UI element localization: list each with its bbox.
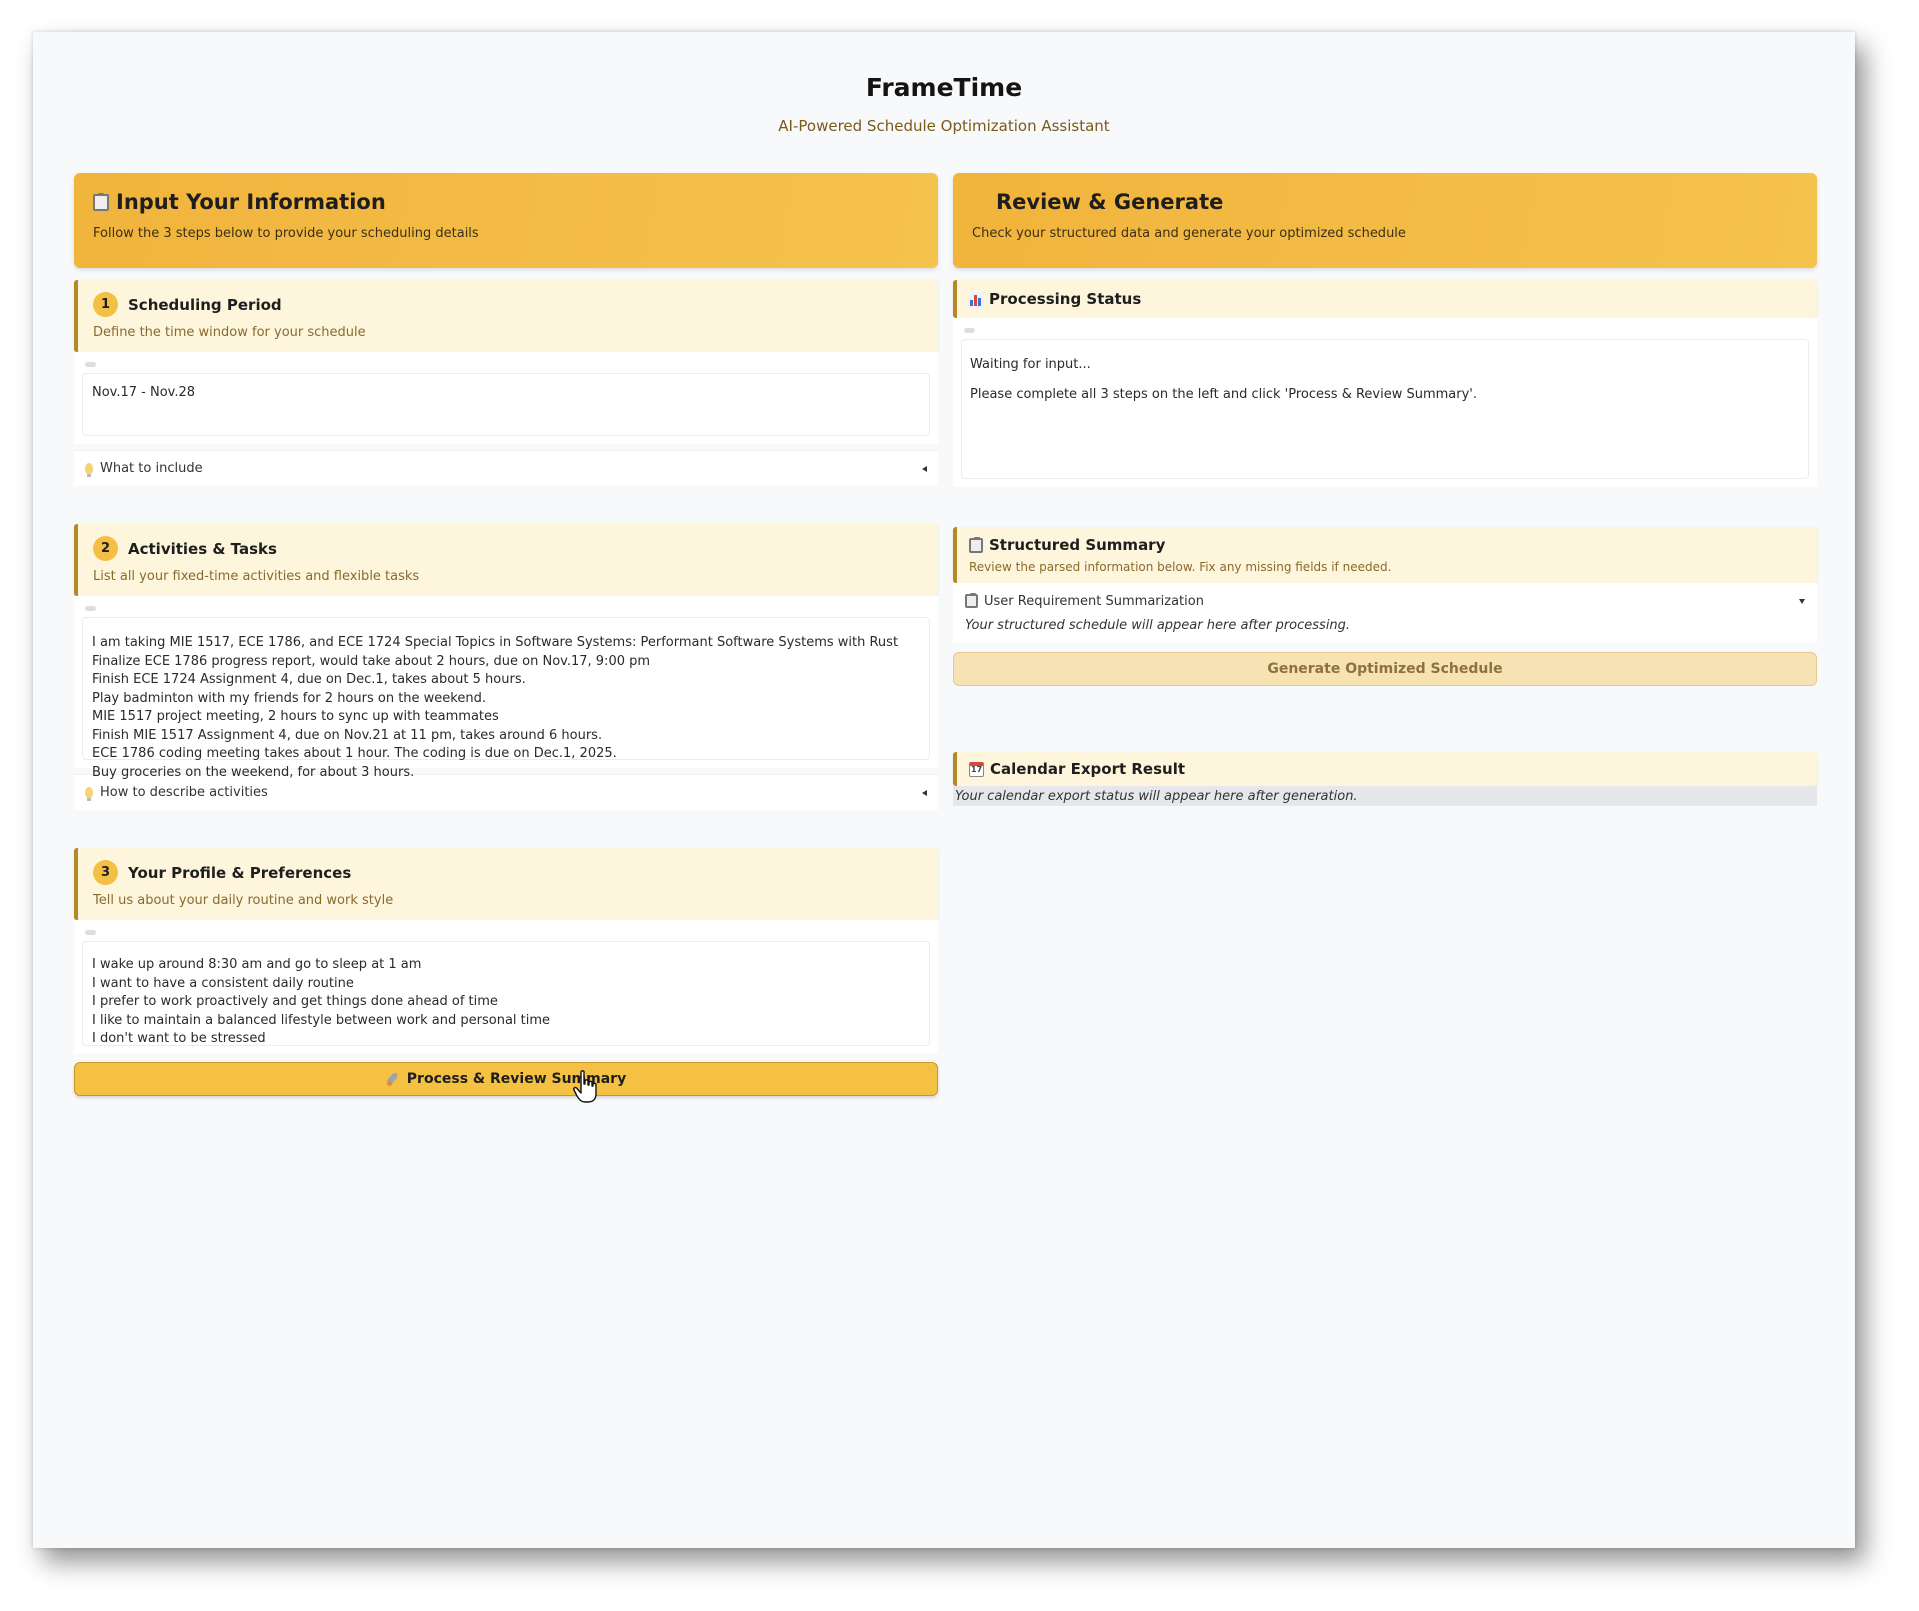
step3-subtitle: Tell us about your daily routine and work style [93, 893, 394, 908]
structured-summary-section [953, 527, 1817, 643]
bar-chart-icon [969, 292, 984, 307]
process-review-button[interactable] [74, 1062, 938, 1096]
review-header [953, 173, 1817, 268]
generate-schedule-label: Generate Optimized Schedule [1267, 661, 1503, 677]
step3-title: Your Profile & Preferences [128, 863, 352, 882]
input-header [74, 173, 938, 268]
step3-number-badge: 3 [93, 860, 118, 885]
review-header-subtitle: Check your structured data and generate your optimized schedule [972, 226, 1406, 241]
step-activities-tasks [74, 524, 938, 810]
activity-line: Play badminton with my friends for 2 hours on the weekend. [92, 690, 486, 706]
preference-line: I want to have a consistent daily routine [92, 975, 354, 991]
caret-left-icon [922, 466, 927, 472]
review-header-title: Review & Generate [996, 190, 1224, 214]
summary-placeholder: Your structured schedule will appear here after processing. [965, 618, 1351, 633]
input-header-subtitle: Follow the 3 steps below to provide your scheduling details [93, 226, 479, 241]
activity-line: I am taking MIE 1517, ECE 1786, and ECE 1724 Special Topics in Software Systems: Performant Software Systems with Rust [92, 635, 899, 650]
summary-accordion[interactable] [965, 589, 1805, 613]
app-subtitle: AI-Powered Schedule Optimization Assistant [778, 117, 1110, 135]
lightbulb-icon [85, 463, 93, 474]
hand-cursor-icon [573, 1070, 599, 1104]
step2-header [74, 524, 938, 596]
drag-handle[interactable] [85, 606, 96, 611]
activity-line: MIE 1517 project meeting, 2 hours to sync up with teammates [92, 709, 499, 724]
input-column [74, 173, 938, 1096]
scheduling-period-input[interactable]: Nov.17 - Nov.28 [82, 373, 930, 436]
processing-status-header [953, 280, 1817, 318]
calendar-export-header [953, 752, 1817, 786]
step1-accordion[interactable] [74, 450, 938, 486]
app-title: FrameTime [865, 73, 1023, 102]
drag-handle[interactable] [85, 930, 96, 935]
lightbulb-icon [85, 787, 93, 798]
app-window [33, 32, 1855, 1548]
preference-line: I wake up around 8:30 am and go to sleep at 1 am [92, 957, 422, 972]
step2-title: Activities & Tasks [128, 539, 277, 558]
review-column [953, 173, 1817, 643]
activities-input[interactable] [82, 617, 930, 780]
step2-subtitle: List all your fixed-time activities and flexible tasks [93, 569, 420, 584]
clipboard-icon [93, 194, 109, 211]
process-review-label: Process & Review Summary [406, 1071, 627, 1087]
activity-line: Finish ECE 1724 Assignment 4, due on Dec.1, takes about 5 hours. [92, 672, 526, 687]
calendar-export-section [953, 752, 1817, 806]
step1-header [74, 280, 938, 352]
caret-left-icon [922, 790, 927, 796]
activity-line: Finish MIE 1517 Assignment 4, due on Nov.21 at 11 pm, takes around 6 hours. [92, 727, 603, 743]
calendar-export-title: Calendar Export Result [990, 760, 1185, 778]
step1-accordion-label: What to include [100, 461, 203, 476]
preference-line: I prefer to work proactively and get things done ahead of time [92, 994, 498, 1009]
activity-line: Buy groceries on the weekend, for about 3 hours. [92, 764, 415, 780]
input-header-title: Input Your Information [116, 190, 386, 214]
calendar-icon [969, 762, 984, 777]
processing-status-output [961, 339, 1809, 479]
activity-line: Finalize ECE 1786 progress report, would take about 2 hours, due on Nov.17, 9:00 pm [92, 653, 651, 669]
step2-number-badge: 2 [93, 536, 118, 561]
preference-line: I don't want to be stressed [92, 1031, 266, 1046]
activity-line: ECE 1786 coding meeting takes about 1 hour. The coding is due on Dec.1, 2025. [92, 746, 617, 761]
drag-handle[interactable] [85, 362, 96, 367]
structured-summary-subtitle: Review the parsed information below. Fix any missing fields if needed. [969, 560, 1392, 574]
structured-summary-header [953, 527, 1817, 583]
step2-accordion-label: How to describe activities [100, 785, 268, 800]
processing-status-section [953, 280, 1817, 487]
preferences-input[interactable] [82, 941, 930, 1046]
status-line: Waiting for input... [970, 357, 1091, 372]
rocket-icon [386, 1072, 401, 1087]
generate-schedule-button[interactable] [953, 652, 1817, 686]
step-scheduling-period [74, 280, 938, 486]
preference-line: I like to maintain a balanced lifestyle between work and personal time [92, 1012, 551, 1028]
clipboard-icon [965, 594, 978, 608]
caret-down-icon [1799, 599, 1805, 604]
status-line: Please complete all 3 steps on the left and click 'Process & Review Summary'. [970, 387, 1478, 402]
step1-title: Scheduling Period [128, 295, 282, 314]
structured-summary-title: Structured Summary [989, 536, 1166, 554]
step3-header [74, 848, 938, 920]
processing-status-title: Processing Status [989, 290, 1142, 308]
drag-handle[interactable] [964, 328, 975, 333]
summary-accordion-label: User Requirement Summarization [984, 593, 1204, 609]
step1-number-badge: 1 [93, 292, 118, 317]
calendar-export-output: Your calendar export status will appear here after generation. [953, 786, 1817, 806]
step1-subtitle: Define the time window for your schedule [93, 325, 366, 340]
step-profile-preferences [74, 848, 938, 1096]
clipboard-icon [969, 538, 983, 553]
